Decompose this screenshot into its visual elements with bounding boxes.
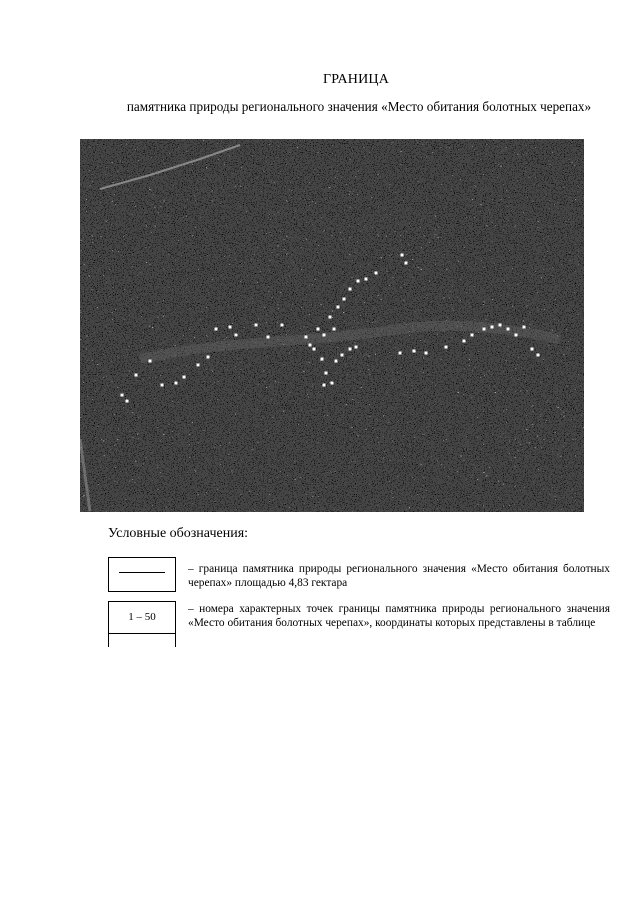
- boundary-point-marker: [515, 334, 518, 337]
- boundary-point-marker: [121, 394, 124, 397]
- boundary-point-marker: [331, 382, 334, 385]
- document-subtitle: памятника природы регионального значения «Место обитания болотных черепах»: [126, 99, 592, 114]
- boundary-point-marker: [413, 350, 416, 353]
- boundary-point-marker: [235, 334, 238, 337]
- satellite-map: [80, 139, 584, 512]
- boundary-point-marker: [483, 328, 486, 331]
- boundary-point-marker: [267, 336, 270, 339]
- boundary-point-marker: [445, 346, 448, 349]
- boundary-point-marker: [375, 272, 378, 275]
- legend-boundary-text: – граница памятника природы регионального значения «Место обитания болотных черепах» площадью 4,83 гектара: [188, 563, 610, 589]
- boundary-line-icon: [119, 572, 165, 573]
- boundary-point-marker: [161, 384, 164, 387]
- boundary-point-marker: [491, 326, 494, 329]
- boundary-point-marker: [325, 372, 328, 375]
- legend-boundary-symbol: [108, 557, 176, 592]
- boundary-point-marker: [305, 336, 308, 339]
- boundary-point-marker: [335, 360, 338, 363]
- boundary-point-marker: [399, 352, 402, 355]
- boundary-point-marker: [309, 344, 312, 347]
- boundary-point-marker: [425, 352, 428, 355]
- boundary-point-marker: [463, 340, 466, 343]
- boundary-point-marker: [471, 334, 474, 337]
- boundary-point-marker: [175, 382, 178, 385]
- boundary-point-marker: [215, 328, 218, 331]
- boundary-point-marker: [337, 306, 340, 309]
- boundary-point-marker: [149, 360, 152, 363]
- boundary-point-marker: [349, 288, 352, 291]
- boundary-point-marker: [317, 328, 320, 331]
- legend-divider: [109, 633, 175, 634]
- boundary-point-marker: [126, 400, 129, 403]
- boundary-point-marker: [135, 374, 138, 377]
- boundary-point-marker: [531, 348, 534, 351]
- boundary-point-marker: [343, 298, 346, 301]
- boundary-point-marker: [329, 316, 332, 319]
- boundary-point-marker: [365, 278, 368, 281]
- boundary-point-marker: [313, 348, 316, 351]
- legend-points-label: 1 – 50: [128, 611, 156, 623]
- boundary-point-marker: [357, 280, 360, 283]
- boundary-point-marker: [281, 324, 284, 327]
- boundary-point-marker: [197, 364, 200, 367]
- boundary-point-marker: [323, 384, 326, 387]
- legend-points-text: – номера характерных точек границы памятника природы регионального значения «Место обитания болотных черепах», координаты которых представлены в таблице: [188, 603, 610, 629]
- boundary-point-marker: [207, 356, 210, 359]
- legend-heading: Условные обозначения:: [108, 526, 249, 541]
- boundary-point-marker: [537, 354, 540, 357]
- boundary-point-marker: [321, 358, 324, 361]
- boundary-point-marker: [355, 346, 358, 349]
- boundary-point-marker: [507, 328, 510, 331]
- legend-points-symbol: [108, 601, 176, 647]
- boundary-point-marker: [405, 262, 408, 265]
- boundary-point-marker: [401, 254, 404, 257]
- boundary-point-marker: [499, 324, 502, 327]
- boundary-point-marker: [183, 376, 186, 379]
- boundary-point-marker: [333, 328, 336, 331]
- boundary-point-marker: [349, 348, 352, 351]
- boundary-point-marker: [255, 324, 258, 327]
- document-title: ГРАНИЦА: [322, 72, 390, 87]
- boundary-point-marker: [523, 326, 526, 329]
- boundary-point-marker: [323, 334, 326, 337]
- boundary-point-marker: [229, 326, 232, 329]
- map-svg: [80, 139, 584, 512]
- boundary-point-marker: [341, 354, 344, 357]
